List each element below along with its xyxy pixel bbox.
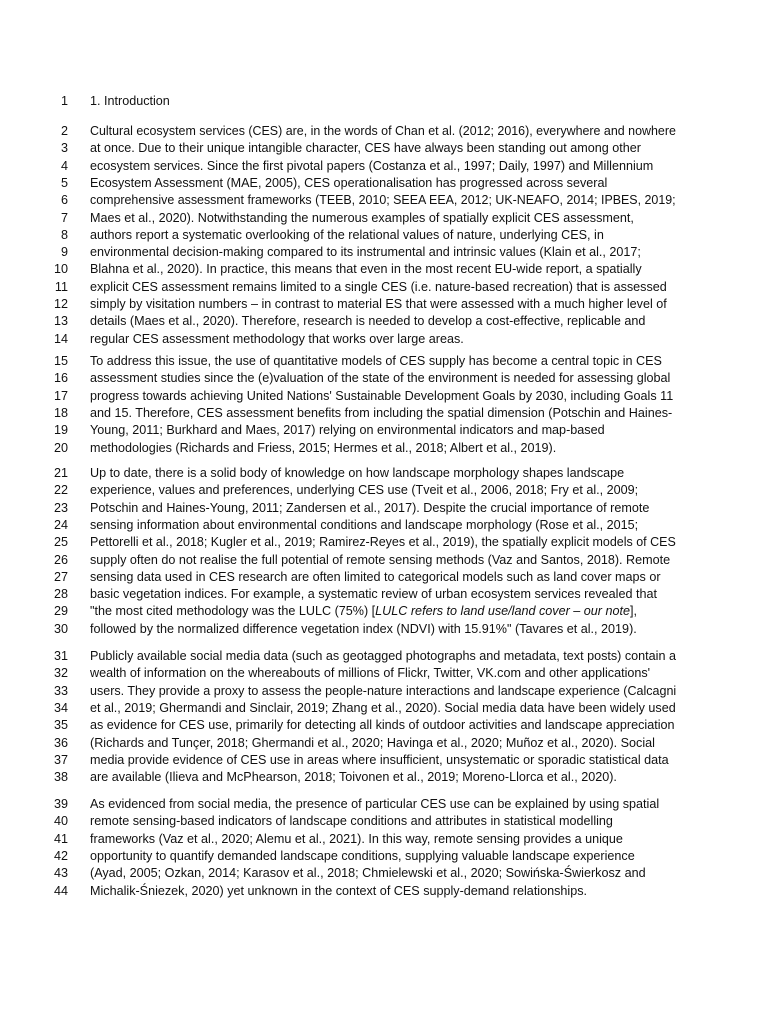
line-number: 5 [60, 175, 68, 190]
line-number: 22 [53, 483, 68, 498]
line-text: Cultural ecosystem services (CES) are, in the words of Chan et al. (2012; 2016), everywhere and nowhere [90, 124, 676, 138]
line-text: comprehensive assessment frameworks (TEEB, 2010; SEEA EEA, 2012; UK-NEAFO, 2014; IPBES, 2019; [90, 193, 676, 208]
line-number: 6 [60, 193, 68, 208]
line-number: 43 [53, 866, 68, 881]
line-text: ecosystem services. Since the first pivotal papers (Costanza et al., 1997; Daily, 1997) and Millennium [90, 158, 654, 173]
line-number: 38 [53, 770, 68, 785]
line-number: 1 [60, 94, 68, 108]
line-text: sensing data used in CES research are often limited to categorical models such as land cover maps or [90, 569, 661, 584]
line-text: and 15. Therefore, CES assessment benefits from including the spatial dimension (Potschin and Haines- [90, 405, 673, 420]
line-text: To address this issue, the use of quantitative models of CES supply has become a central topic in CES [90, 354, 662, 368]
line-number: 28 [53, 587, 68, 602]
line-number: 30 [53, 621, 68, 636]
line-text: sensing information about environmental conditions and landscape morphology (Rose et al., 2015; [90, 517, 639, 532]
line-number: 25 [53, 535, 68, 550]
italic-note: LULC refers to land use/land cover – our note [375, 604, 630, 619]
line-number: 35 [53, 718, 68, 733]
line-text-part: ], [630, 604, 637, 619]
line-text: Publicly available social media data (such as geotagged photographs and metadata, text posts) contain a [90, 649, 676, 663]
line-text: simply by visitation numbers – in contrast to material ES that were assessed with a much higher level of [90, 297, 667, 311]
line-text: (Ayad, 2005; Ozkan, 2014; Karasov et al., 2018; Chmielewski et al., 2020; Sowińska-Świerkosz and [90, 866, 646, 881]
line-text: Young, 2011; Burkhard and Maes, 2017) relying on environmental indicators and map-based [90, 423, 605, 438]
line-text: supply often do not realise the full potential of remote sensing methods (Vaz and Santos, 2018). Remote [90, 552, 671, 567]
line-number: 26 [53, 552, 68, 567]
line-number: 2 [60, 124, 68, 138]
line-number: 33 [53, 683, 68, 698]
line-number: 3 [60, 141, 68, 156]
line-text [90, 603, 637, 620]
line-number: 9 [60, 245, 68, 260]
line-number: 20 [53, 440, 68, 455]
line-number: 15 [53, 354, 68, 368]
line-number: 12 [53, 297, 68, 311]
line-number: 14 [53, 331, 68, 346]
line-number: 4 [60, 158, 68, 173]
line-text: opportunity to quantify demanded landscape conditions, supplying valuable landscape experience [90, 848, 635, 863]
line-text: authors report a systematic overlooking of the relational values of nature, underlying CES, in [90, 227, 604, 242]
line-text: et al., 2019; Ghermandi and Sinclair, 2019; Zhang et al., 2020). Social media data have been widely used [90, 700, 676, 715]
line-text: users. They provide a proxy to assess the people-nature interactions and landscape experience (Calcagni [90, 683, 677, 698]
line-number: 17 [53, 388, 68, 403]
line-text: experience, values and preferences, underlying CES use (Tveit et al., 2006, 2018; Fry et al., 2009; [90, 483, 639, 498]
line-text: details (Maes et al., 2020). Therefore, research is needed to develop a cost-effective, replicable and [90, 314, 646, 329]
line-text: as evidence for CES use, primarily for detecting all kinds of outdoor activities and landscape appreciation [90, 718, 675, 733]
line-text: assessment studies since the (e)valuation of the state of the environment is needed for assessing global [90, 371, 671, 386]
line-number: 13 [53, 314, 68, 329]
line-text: environmental decision-making compared to its instrumental and intrinsic values (Klain et al., 2017; [90, 245, 641, 260]
line-text: (Richards and Tunçer, 2018; Ghermandi et al., 2020; Havinga et al., 2020; Muñoz et al., 2020). Social [90, 735, 655, 750]
line-text: Pettorelli et al., 2018; Kugler et al., 2019; Ramirez-Reyes et al., 2019), the spatially explicit models of CES [90, 535, 676, 550]
line-number: 29 [53, 604, 68, 619]
line-text: Maes et al., 2020). Notwithstanding the numerous examples of spatially explicit CES assessment, [90, 210, 634, 225]
line-text: Michalik-Śniezek, 2020) yet unknown in the context of CES supply-demand relationships. [90, 883, 588, 898]
line-number: 16 [53, 371, 68, 386]
line-number: 27 [53, 569, 68, 584]
line-number: 31 [53, 649, 68, 663]
line-number: 8 [60, 227, 68, 242]
line-text: methodologies (Richards and Friess, 2015; Hermes et al., 2018; Albert et al., 2019). [90, 440, 557, 455]
line-number: 39 [53, 797, 68, 811]
line-number: 19 [53, 423, 68, 438]
line-text: 1. Introduction [90, 94, 170, 108]
line-text: remote sensing-based indicators of landscape conditions and attributes in statistical modelling [90, 814, 613, 829]
line-text: Blahna et al., 2020). In practice, this means that even in the most recent EU-wide report, a spatially [90, 262, 642, 277]
line-text: followed by the normalized difference vegetation index (NDVI) with 15.91%" (Tavares et al., 2019). [90, 621, 637, 636]
line-number: 41 [53, 831, 68, 846]
line-number: 23 [53, 500, 68, 515]
line-text: wealth of information on the whereabouts of millions of Flickr, Twitter, VK.com and other applications' [90, 666, 651, 681]
line-number: 7 [60, 210, 68, 225]
line-text: frameworks (Vaz et al., 2020; Alemu et al., 2021). In this way, remote sensing provides a unique [90, 831, 623, 846]
line-number: 34 [53, 700, 68, 715]
line-text: Potschin and Haines-Young, 2011; Zandersen et al., 2017). Despite the crucial importance of remote [90, 500, 650, 515]
line-number: 36 [53, 735, 68, 750]
line-text: media provide evidence of CES use in areas where insufficient, unsystematic or sporadic statistical data [90, 752, 669, 767]
line-text: basic vegetation indices. For example, a systematic review of urban ecosystem services revealed that [90, 587, 657, 602]
line-number: 37 [53, 752, 68, 767]
line-number: 18 [53, 405, 68, 420]
line-number: 24 [53, 517, 68, 532]
line-number: 42 [53, 848, 68, 863]
line-text: As evidenced from social media, the presence of particular CES use can be explained by using spatial [90, 797, 660, 811]
line-number: 40 [53, 814, 68, 829]
line-text: regular CES assessment methodology that works over large areas. [90, 331, 464, 346]
line-number: 21 [53, 466, 68, 480]
line-text: explicit CES assessment remains limited to a single CES (i.e. nature-based recreation) that is assessed [90, 279, 667, 294]
line-text: at once. Due to their unique intangible character, CES have always been standing out among other [90, 141, 641, 156]
line-number: 32 [53, 666, 68, 681]
line-text: are available (Ilieva and McPhearson, 2018; Toivonen et al., 2019; Moreno-Llorca et al., 2020). [90, 770, 617, 785]
line-text-part: "the most cited methodology was the LULC (75%) [ [90, 604, 376, 619]
line-text: progress towards achieving United Nations' Sustainable Development Goals by 2030, including Goals 11 [90, 388, 674, 403]
line-text: Ecosystem Assessment (MAE, 2005), CES operationalisation has progressed across several [90, 175, 608, 190]
line-number: 11 [54, 279, 68, 294]
line-text: Up to date, there is a solid body of knowledge on how landscape morphology shapes landscape [90, 466, 625, 480]
line-number: 10 [53, 262, 68, 277]
line-number: 44 [53, 883, 68, 898]
